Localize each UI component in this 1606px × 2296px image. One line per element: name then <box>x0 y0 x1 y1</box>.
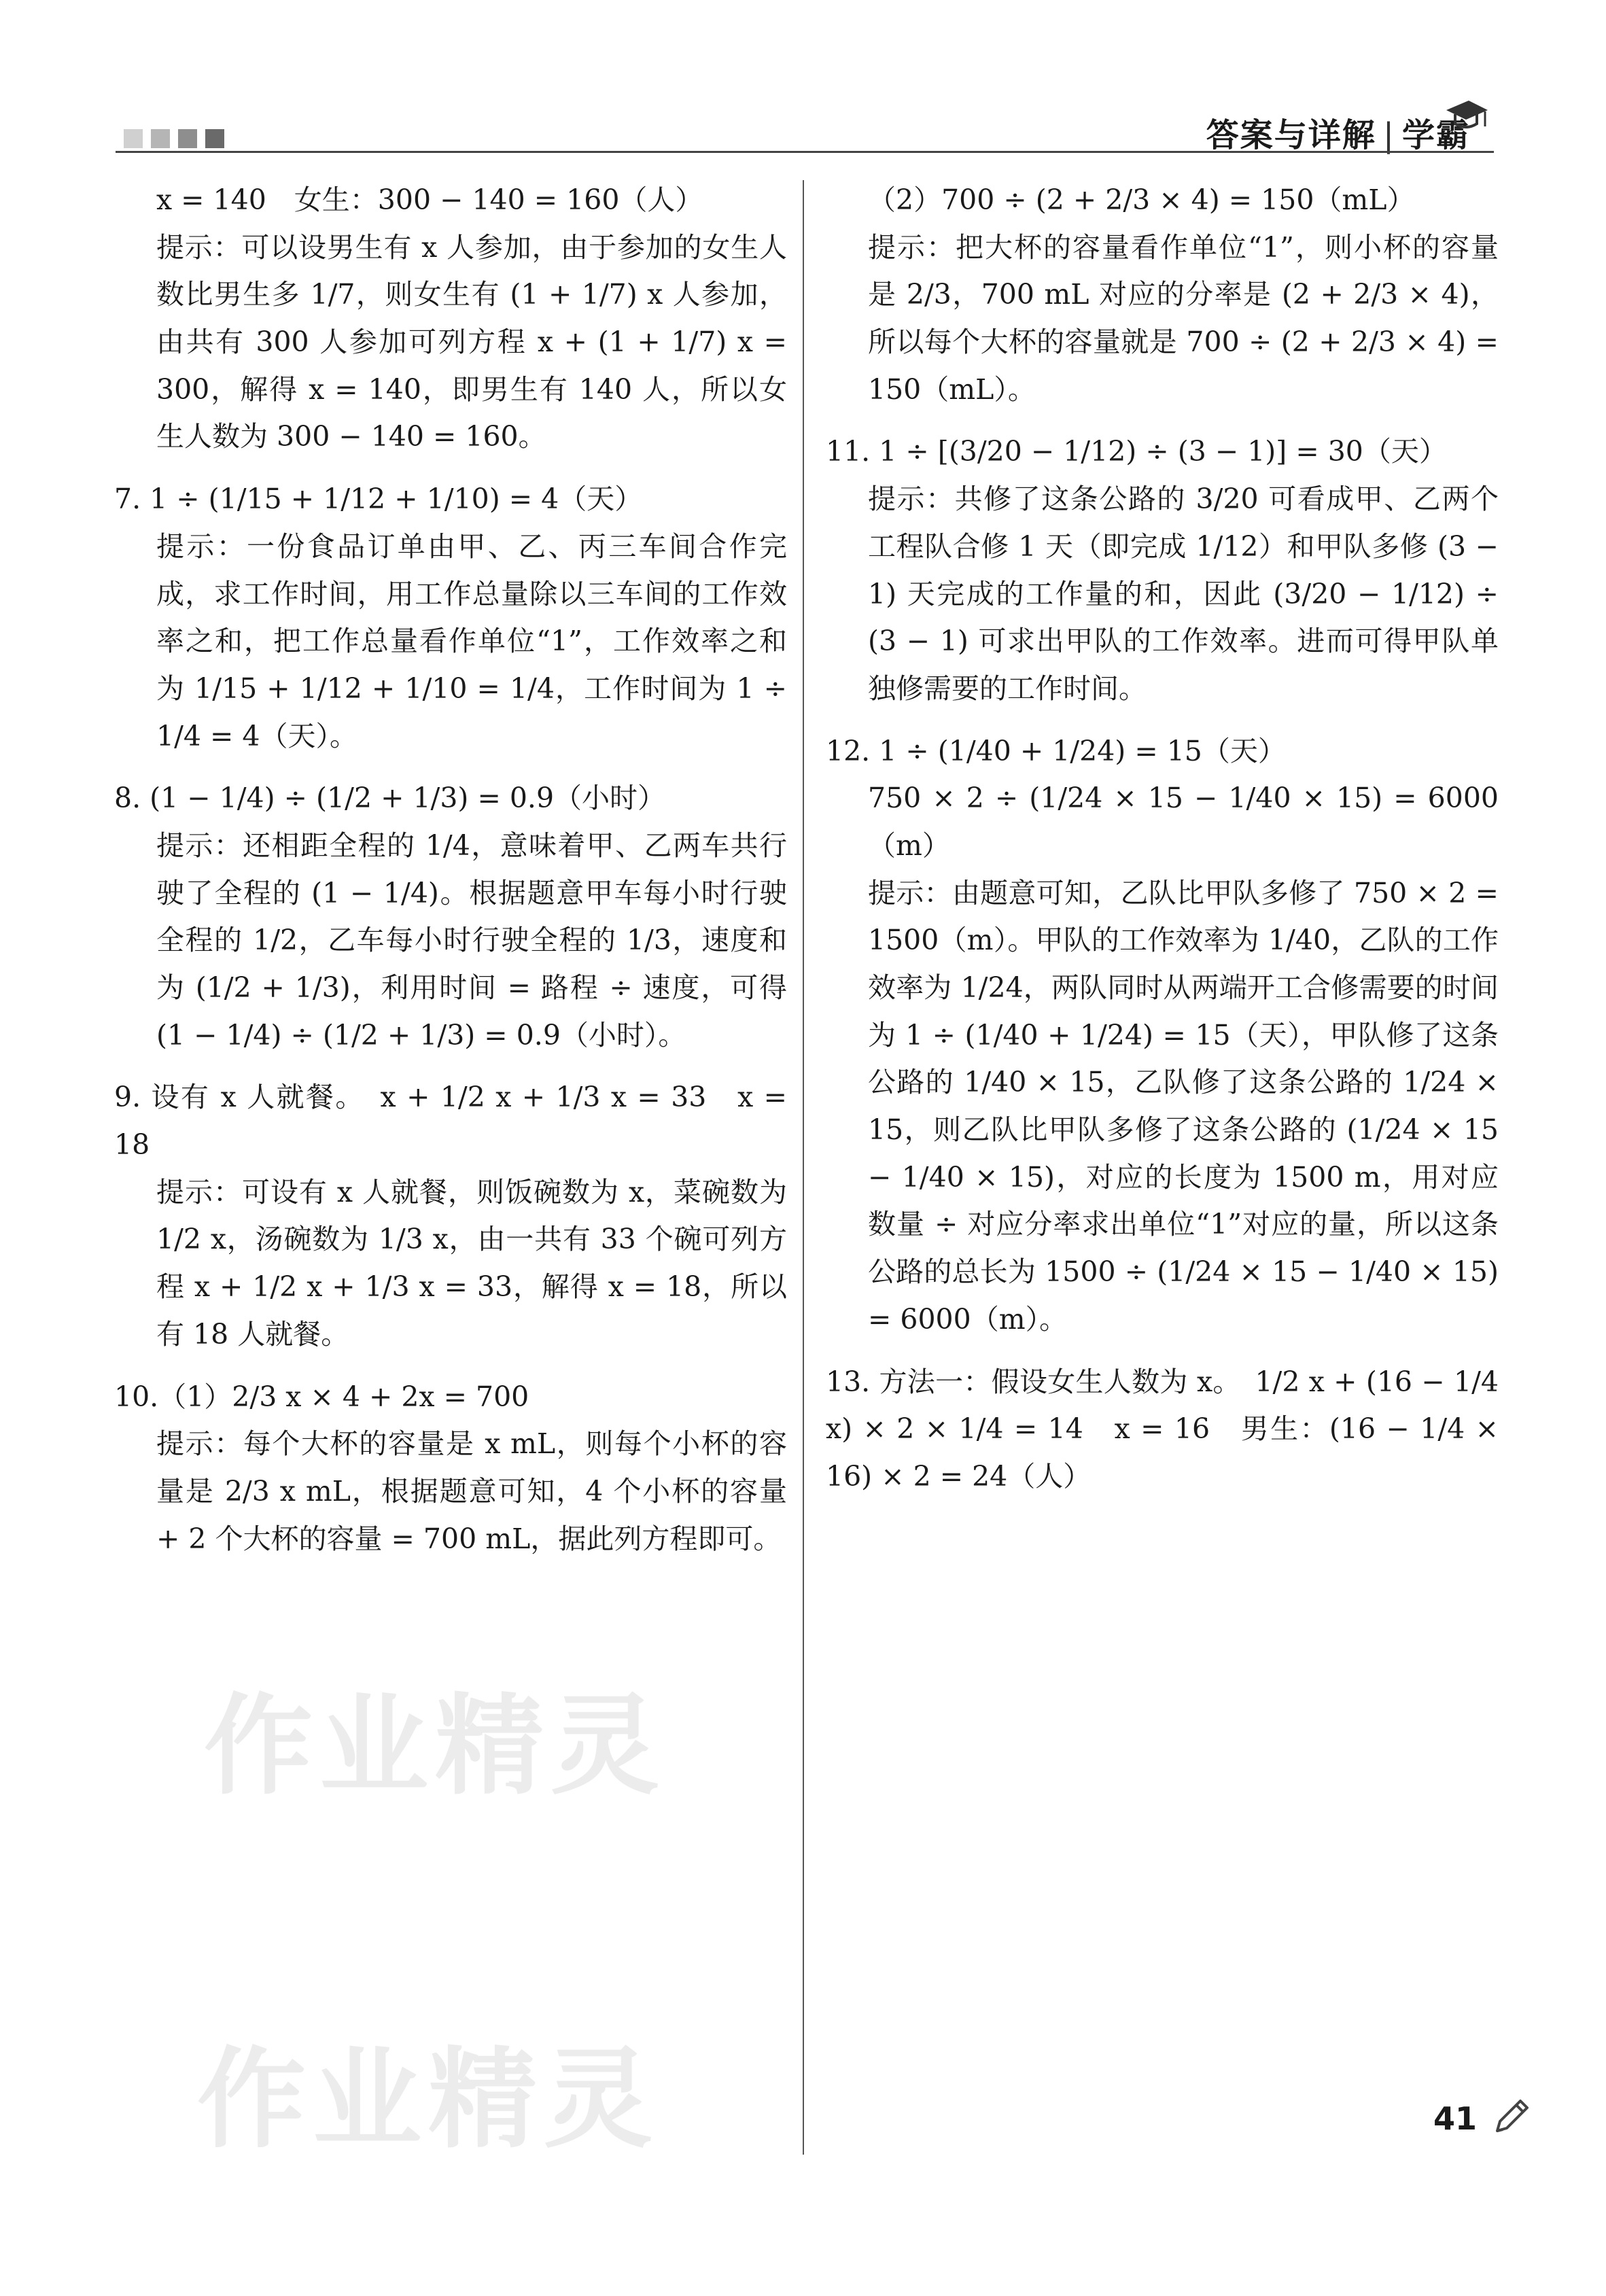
hint-text: 提示：把大杯的容量看作单位“1”，则小杯的容量是 2/3，700 mL 对应的分率是 (2 + 2/3 × 4)，所以每个大杯的容量就是 700 ÷ (2 + 2/3 × 4) = 150（mL）。 <box>868 230 1499 406</box>
header-title-text: 答案与详解 <box>1206 116 1376 154</box>
header-square <box>178 129 197 148</box>
header-separator: | <box>1382 116 1395 154</box>
hint-text: 提示：一份食品订单由甲、乙、丙三车间合作完成，求工作时间，用工作总量除以三车间的工作效率之和，把工作总量看作单位“1”，工作效率之和为 1/15 + 1/12 + 1/10 = 1/4，工作时间为 1 ÷ 1/4 = 4（天）。 <box>156 529 787 752</box>
hint-text: 提示：还相距全程的 1/4，意味着甲、乙两车共行驶了全程的 (1 − 1/4)。根据题意甲车每小时行驶全程的 1/2，乙车每小时行驶全程的 1/3，速度和为 (1/2 + 1/3)，利用时间 = 路程 ÷ 速度，可得 (1 − 1/4) ÷ (1/2 + 1/3) = 0.9（小时）。 <box>156 829 787 1051</box>
left-column <box>114 177 787 1563</box>
header-title <box>1206 109 1470 156</box>
hint-text: 提示：可以设男生有 x 人参加，由于参加的女生人数比男生多 1/7，则女生有 (1 + 1/7) x 人参加，由共有 300 人参加可列方程 x + (1 + 1/7) x = 300，解得 x = 140，即男生有 140 人，所以女生人数为 300 − 140 = 160。 <box>156 230 787 453</box>
header-squares <box>124 129 224 151</box>
header-square <box>151 129 170 148</box>
hint-text: 提示：每个大杯的容量是 x mL，则每个小杯的容量是 2/3 x mL，根据题意可知，4 个小杯的容量 + 2 个大杯的容量 = 700 mL，据此列方程即可。 <box>156 1427 787 1555</box>
answer-line: 750 × 2 ÷ (1/24 × 15 − 1/40 × 15) = 6000（m） <box>868 782 1499 862</box>
answer-line: （2）700 ÷ (2 + 2/3 × 4) = 150（mL） <box>868 184 1415 216</box>
answer-line: 7. 1 ÷ (1/15 + 1/12 + 1/10) = 4（天） <box>114 483 643 516</box>
answer-line: 10.（1）2/3 x × 4 + 2x = 700 <box>114 1380 529 1413</box>
page-number: 41 <box>1433 2100 1477 2137</box>
graduation-cap-icon <box>1443 95 1490 136</box>
pencil-icon <box>1490 2097 1531 2138</box>
hint-text: 提示：由题意可知，乙队比甲队多修了 750 × 2 = 1500（m）。甲队的工作效率为 1/40，乙队的工作效率为 1/24，两队同时从两端开工合修需要的时间为 1 ÷ (1/40 + 1/24) = 15（天），甲队修了这条公路的 1/40 × 15，乙队修了这条公路的 1/24 × 15，则乙队比甲队多修了这条公路的 (1/24 × 15 − 1/40 × 15)，对应的长度为 1500 m，用对应数量 ÷ 对应分率求出单位“1”对应的量，所以这条公路的总长为 1500 ÷ (1/24 × 15 − 1/40 × 15) = 6000（m）。 <box>868 876 1499 1336</box>
header-rule <box>116 151 1494 153</box>
header-square <box>124 129 143 148</box>
answer-line: 11. 1 ÷ [(3/20 − 1/12) ÷ (3 − 1)] = 30（天） <box>826 435 1447 468</box>
header-brand: 学霸 <box>1401 116 1470 154</box>
answer-line: x = 140 女生：300 − 140 = 160（人） <box>156 184 703 216</box>
right-column <box>826 177 1499 1501</box>
header-square <box>205 129 224 148</box>
answer-line: 13. 方法一：假设女生人数为 x。 1/2 x + (16 − 1/4 x) × 2 × 1/4 = 14 x = 16 男生：(16 − 1/4 × 16) × 2 = 24（人） <box>826 1365 1499 1493</box>
hint-text: 提示：共修了这条公路的 3/20 可看成甲、乙两个工程队合修 1 天（即完成 1/12）和甲队多修 (3 − 1) 天完成的工作量的和，因此 (3/20 − 1/12) ÷ (3 − 1) 可求出甲队的工作效率。进而可得甲队单独修需要的工作时间。 <box>868 483 1499 705</box>
hint-text: 提示：可设有 x 人就餐，则饭碗数为 x，菜碗数为 1/2 x，汤碗数为 1/3 x，由一共有 33 个碗可列方程 x + 1/2 x + 1/3 x = 33，解得 x = 18，所以有 18 人就餐。 <box>156 1175 787 1351</box>
watermark: 作业精灵 <box>197 2036 660 2163</box>
watermark: 作业精灵 <box>204 1682 667 1809</box>
column-divider <box>803 180 804 2155</box>
answer-line: 8. (1 − 1/4) ÷ (1/2 + 1/3) = 0.9（小时） <box>114 782 666 815</box>
answer-line: 9. 设有 x 人就餐。 x + 1/2 x + 1/3 x = 33 x = 18 <box>114 1081 787 1162</box>
answer-line: 12. 1 ÷ (1/40 + 1/24) = 15（天） <box>826 734 1286 767</box>
